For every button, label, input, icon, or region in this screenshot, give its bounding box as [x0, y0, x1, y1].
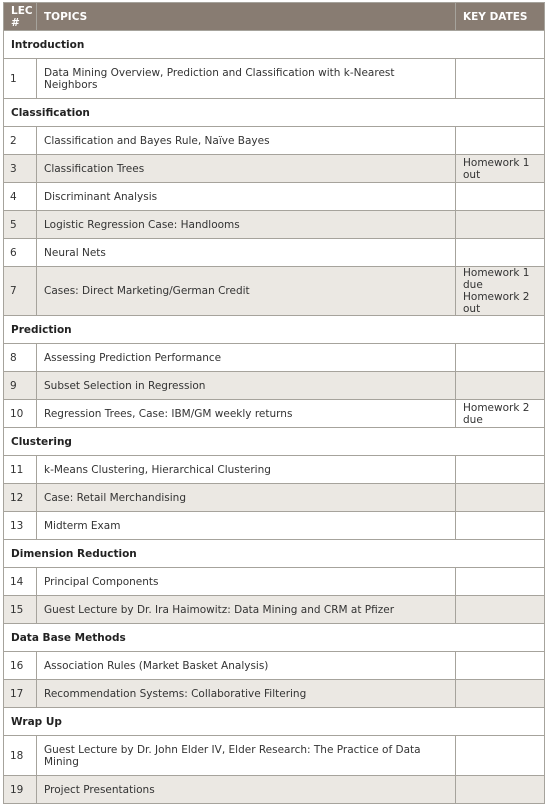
section-row: [4, 624, 545, 652]
lecture-topic: Guest Lecture by Dr. Ira Haimowitz: Data Mining and CRM at Pfizer: [37, 596, 456, 624]
key-dates: Homework 1 due Homework 2 out: [456, 267, 545, 316]
section-title: Dimension Reduction: [4, 540, 545, 568]
key-dates: [456, 680, 545, 708]
lecture-number: 4: [4, 183, 37, 211]
table-row: [4, 400, 545, 428]
key-dates: [456, 736, 545, 776]
lecture-number: 1: [4, 59, 37, 99]
lecture-number: 15: [4, 596, 37, 624]
lecture-topic: Logistic Regression Case: Handlooms: [37, 211, 456, 239]
section-title: Classification: [4, 99, 545, 127]
key-dates: [456, 596, 545, 624]
key-dates: [456, 456, 545, 484]
section-row: [4, 31, 545, 59]
lecture-number: 19: [4, 776, 37, 804]
lecture-number: 2: [4, 127, 37, 155]
lecture-schedule-table: [3, 2, 545, 804]
table-row: [4, 183, 545, 211]
key-dates: Homework 2 due: [456, 400, 545, 428]
lecture-topic: Classification and Bayes Rule, Naïve Bayes: [37, 127, 456, 155]
section-row: [4, 428, 545, 456]
lecture-topic: Regression Trees, Case: IBM/GM weekly returns: [37, 400, 456, 428]
table-row: [4, 484, 545, 512]
lecture-topic: k-Means Clustering, Hierarchical Clustering: [37, 456, 456, 484]
table-body: [4, 31, 545, 804]
lecture-number: 3: [4, 155, 37, 183]
header-lec: LEC #: [4, 3, 37, 31]
header-key-dates: KEY DATES: [456, 3, 545, 31]
section-title: Wrap Up: [4, 708, 545, 736]
lecture-number: 9: [4, 372, 37, 400]
key-dates: [456, 344, 545, 372]
lecture-topic: Discriminant Analysis: [37, 183, 456, 211]
section-title: Data Base Methods: [4, 624, 545, 652]
lecture-number: 11: [4, 456, 37, 484]
lecture-number: 17: [4, 680, 37, 708]
lecture-number: 12: [4, 484, 37, 512]
table-row: [4, 568, 545, 596]
lecture-number: 7: [4, 267, 37, 316]
lecture-number: 16: [4, 652, 37, 680]
table-row: [4, 596, 545, 624]
lecture-topic: Guest Lecture by Dr. John Elder IV, Elder Research: The Practice of Data Mining: [37, 736, 456, 776]
lecture-number: 10: [4, 400, 37, 428]
lecture-topic: Recommendation Systems: Collaborative Filtering: [37, 680, 456, 708]
key-dates: [456, 127, 545, 155]
key-dates: [456, 239, 545, 267]
table-row: [4, 736, 545, 776]
key-dates: [456, 372, 545, 400]
lecture-number: 6: [4, 239, 37, 267]
lecture-topic: Classification Trees: [37, 155, 456, 183]
key-dates: Homework 1 out: [456, 155, 545, 183]
lecture-topic: Assessing Prediction Performance: [37, 344, 456, 372]
table-row: [4, 372, 545, 400]
table-row: [4, 776, 545, 804]
key-dates: [456, 568, 545, 596]
section-row: [4, 708, 545, 736]
table-row: [4, 239, 545, 267]
header-topics: TOPICS: [37, 3, 456, 31]
key-dates: [456, 776, 545, 804]
lecture-topic: Cases: Direct Marketing/German Credit: [37, 267, 456, 316]
table-row: [4, 127, 545, 155]
table-row: [4, 680, 545, 708]
table-row: [4, 59, 545, 99]
section-title: Clustering: [4, 428, 545, 456]
lecture-topic: Association Rules (Market Basket Analysis): [37, 652, 456, 680]
table-row: [4, 211, 545, 239]
table-row: [4, 344, 545, 372]
lecture-topic: Project Presentations: [37, 776, 456, 804]
lecture-number: 18: [4, 736, 37, 776]
key-dates: [456, 652, 545, 680]
lecture-topic: Case: Retail Merchandising: [37, 484, 456, 512]
lecture-topic: Neural Nets: [37, 239, 456, 267]
section-row: [4, 316, 545, 344]
section-row: [4, 540, 545, 568]
section-title: Prediction: [4, 316, 545, 344]
lecture-topic: Subset Selection in Regression: [37, 372, 456, 400]
section-row: [4, 99, 545, 127]
key-dates: [456, 484, 545, 512]
key-dates: [456, 183, 545, 211]
key-dates: [456, 59, 545, 99]
lecture-topic: Principal Components: [37, 568, 456, 596]
lecture-number: 5: [4, 211, 37, 239]
table-row: [4, 267, 545, 316]
key-dates: [456, 211, 545, 239]
section-title: Introduction: [4, 31, 545, 59]
table-row: [4, 456, 545, 484]
table-row: [4, 652, 545, 680]
table-row: [4, 155, 545, 183]
lecture-number: 13: [4, 512, 37, 540]
lecture-topic: Midterm Exam: [37, 512, 456, 540]
lecture-topic: Data Mining Overview, Prediction and Classification with k-Nearest Neighbors: [37, 59, 456, 99]
table-row: [4, 512, 545, 540]
lecture-number: 8: [4, 344, 37, 372]
table-header-row: [4, 3, 545, 31]
key-dates: [456, 512, 545, 540]
lecture-number: 14: [4, 568, 37, 596]
